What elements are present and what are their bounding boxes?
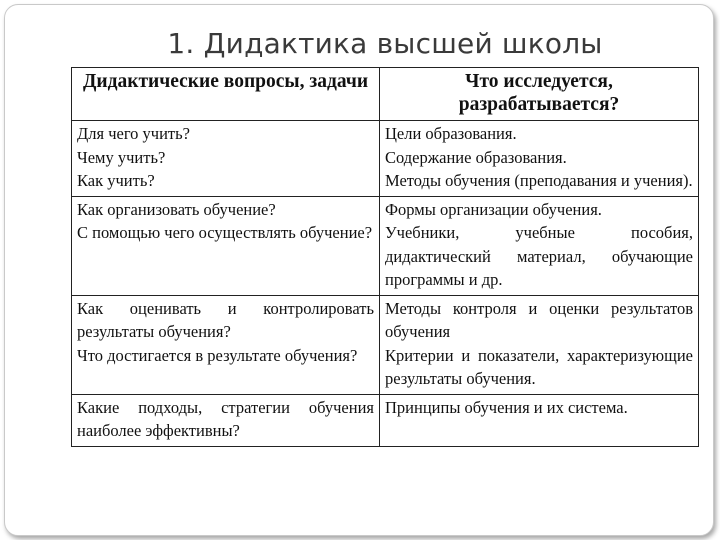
answer-text: Учебники, учебные пособия, дидактический материал, обучающие программы и др. [385,223,693,289]
questions-cell [72,295,380,394]
answers-cell [380,121,699,197]
answer-text: Принципы обучения и их система. [385,397,628,417]
answer-text: Методы обучения (преподавания и учения). [385,171,693,190]
slide [4,4,714,536]
table-row [72,196,699,295]
question-text: С помощью чего осуществлять обучение? [77,223,373,242]
question-text: Как учить? [77,171,155,190]
answers-cell [380,394,699,446]
table-row [72,121,699,197]
questions-cell [72,121,380,197]
table-row [72,394,699,446]
header-questions: Дидактические вопросы, задачи [72,68,380,121]
answer-text: Методы контроля и оценки результатов обучения [385,298,693,341]
questions-cell [72,394,380,446]
question-text: Какие подходы, стратегии обучения наиболее эффективны? [77,397,374,440]
question-text: Как оценивать и контролировать результаты обучения? [77,298,374,341]
answers-cell [380,295,699,394]
table-row [72,295,699,394]
question-text: Что достигается в результате обучения? [77,345,358,365]
header-research: Что исследуется, разрабатывается? [380,68,699,121]
question-text: Чему учить? [77,147,166,167]
questions-cell [72,196,380,295]
answer-text: Формы организации обучения. [385,199,602,219]
answer-text: Цели образования. [385,124,517,143]
question-text: Для чего учить? [77,124,190,143]
answer-text: Критерии и показатели, характеризующие результаты обучения. [385,345,693,388]
didactic-table [71,67,699,447]
answer-text: Содержание образования. [385,147,567,167]
page-title: 1. Дидактика высшей школы [167,27,603,60]
table-header-row [72,68,699,121]
answers-cell [380,196,699,295]
question-text: Как организовать обучение? [77,199,276,219]
